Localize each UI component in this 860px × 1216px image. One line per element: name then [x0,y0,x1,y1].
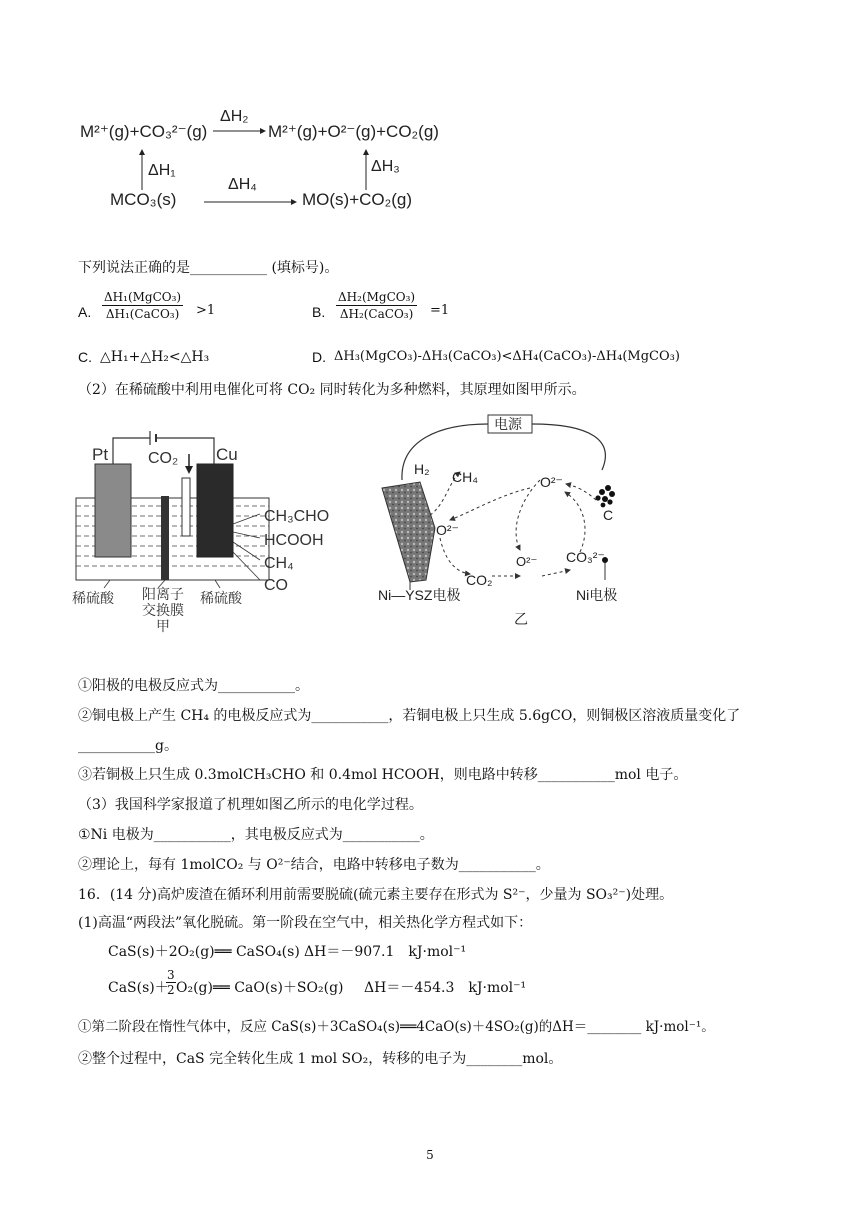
co2-label: CO₂ [148,450,179,467]
cycle-dh2: ΔH₂ [220,108,249,125]
line-anode: ①阳极的电极反应式为___________。 [78,678,309,694]
line-cu-ch4: ②铜电极上产生 CH₄ 的电极反应式为___________，若铜电极上只生成 5.6gCO，则铜极区溶液质量变化了 [78,708,741,724]
option-a-fraction [102,289,183,322]
question-intro: 下列说法正确的是___________ (填标号)。 [78,260,339,276]
option-a-tail: >1 [196,303,216,318]
equation-2-denominator: 2 [167,983,175,997]
ni-electrode-label: Ni电极 [576,587,618,603]
o2-label-left: O²⁻ [436,522,459,538]
o2-label-top: O²⁻ [540,474,563,490]
left-acid-label: 稀硫酸 [72,590,114,606]
option-d-text: ΔH₃(MgCO₃)-ΔH₃(CaCO₃)<ΔH₄(CaCO₃)-ΔH₄(MgCO₃) [334,349,680,364]
cycle-dh4: ΔH₄ [228,176,257,193]
ch4-label: CH₄ [452,469,478,485]
carbon-particles [595,485,615,507]
right-acid-label: 稀硫酸 [200,590,242,606]
page-number: 5 [426,1148,434,1162]
line-cu-mass: ___________g。 [78,738,178,754]
o2-label-mid: O²⁻ [516,554,538,569]
cycle-dh3: ΔH₃ [371,158,400,175]
co3-label: CO₃²⁻ [566,549,605,565]
equation-2-pre: CaS(s)＋ [108,980,169,996]
option-b-fraction [336,289,417,322]
option-c-label: C. [78,349,92,365]
membrane-label-1: 阳离子 [142,586,184,602]
question-16-1: ①第二阶段在惰性气体中，反应 CaS(s)＋3CaSO₄(s)══4CaO(s)＋4SO₂(g)的ΔH＝________ kJ·mol⁻¹。 [78,1019,715,1035]
cycle-bottom-left: MCO₃(s) [110,190,177,209]
question-16-title: 16．(14 分)高炉废渣在循环利用前需要脱硫(硫元素主要存在形式为 S²⁻，少量为 SO₃²⁻)处理。 [78,887,674,903]
cycle-top-left: M²⁺(g)+CO₃²⁻(g) [80,122,208,141]
question-16-2: ②整个过程中，CaS 完全转化生成 1 mol SO₂，转移的电子为________mol。 [78,1051,563,1067]
equation-2-dh: ΔH＝－454.3 kJ·mol⁻¹ [364,980,527,996]
option-b-numerator: ΔH₂(MgCO₃) [338,290,416,304]
option-d-label: D. [312,349,326,365]
equation-1: CaS(s)＋2O₂(g)══ CaSO₄(s) [108,944,300,960]
figure-jia-caption: 甲 [156,618,170,634]
option-b-denominator: ΔH₂(CaCO₃) [339,307,414,321]
cycle-bottom-right: MO(s)+CO₂(g) [302,190,413,209]
option-b-label: B. [312,304,326,320]
line-electrons: ③若铜极上只生成 0.3molCH₃CHO 和 0.4mol HCOOH，则电路中转移___________mol 电子。 [78,767,688,783]
product-co: CO [264,577,288,594]
power-label: 电源 [494,416,522,432]
option-b-tail: =1 [430,303,450,318]
ni-ysz-electrode-label: Ni—YSZ电极 [378,587,461,603]
product-ch3cho: CH₃CHO [264,508,330,525]
part2-intro: （2）在稀硫酸中利用电催化可将 CO₂ 同时转化为多种燃料，其原理如图甲所示。 [78,382,586,398]
question-16-part1: (1)高温“两段法”氧化脱硫。第一阶段在空气中，相关热化学方程式如下： [78,915,533,931]
product-hcooh: HCOOH [264,532,324,549]
figure-jia [70,420,360,635]
equation-2-numerator: 3 [167,968,175,982]
part3-intro: （3）我国科学家报道了机理如图乙所示的电化学过程。 [78,797,423,813]
line-ni-electrode: ①Ni 电极为___________，其电极反应式为___________。 [78,827,434,843]
c-label: C [603,507,614,523]
pt-label: Pt [92,445,109,464]
equation-2-fraction [166,968,176,997]
cu-label: Cu [216,445,238,464]
membrane-label-2: 交换膜 [142,602,184,618]
option-c-text: △H₁+△H₂<△H₃ [100,349,210,365]
co2-label-yi: CO₂ [466,572,493,588]
equation-1-dh: ΔH＝－907.1 kJ·mol⁻¹ [304,944,467,960]
equation-2-post: O₂(g)══ CaO(s)＋SO₂(g) [176,980,344,996]
figure-yi-caption: 乙 [514,611,528,627]
option-a-label: A. [78,304,92,320]
cycle-dh1: ΔH₁ [148,162,176,179]
line-co2-electrons: ②理论上，每有 1molCO₂ 与 O²⁻结合，电路中转移电子数为___________。 [78,857,550,873]
figure-yi [370,410,660,630]
cycle-top-right: M²⁺(g)+O²⁻(g)+CO₂(g) [268,122,439,141]
cycle-arrows [0,0,460,230]
option-a-numerator: ΔH₁(MgCO₃) [104,290,182,304]
h2-label: H₂ [414,461,430,477]
option-a-denominator: ΔH₁(CaCO₃) [105,307,180,321]
product-ch4: CH₄ [264,555,294,572]
